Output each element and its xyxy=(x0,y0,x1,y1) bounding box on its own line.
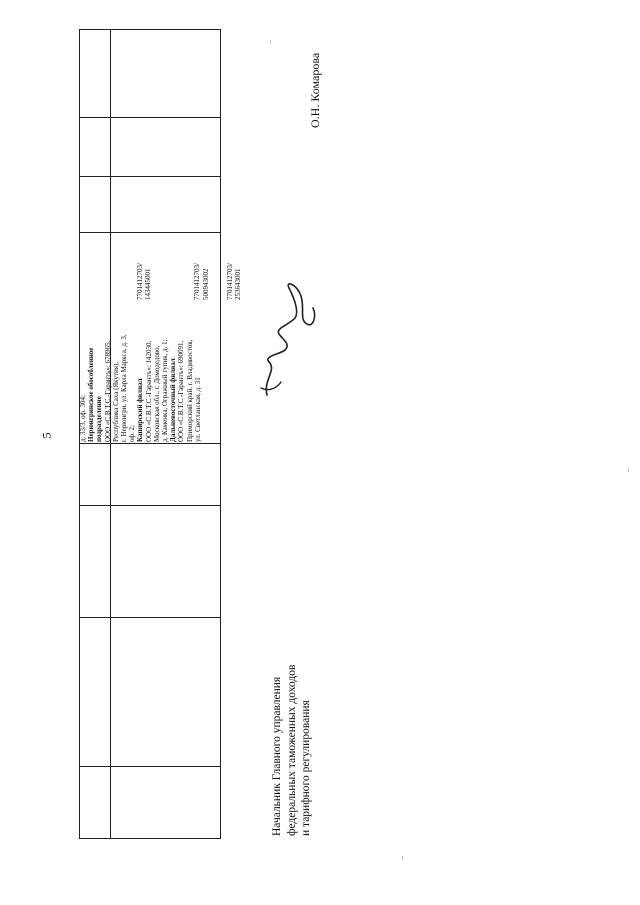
org-addresses-cell xyxy=(79,334,202,442)
signatory-title-line: федеральных таможенных доходов xyxy=(285,664,298,836)
org-line: Московская обл., г. Домодедово, xyxy=(152,345,161,442)
org-line: г. Нерюнгри, ул. Карла Маркса, д. 3, xyxy=(120,334,129,442)
org-line: ООО «С.В.Т.С.-Гарантъ»: 142030, xyxy=(144,340,153,442)
inn-line xyxy=(161,263,169,300)
table-divider xyxy=(80,232,220,233)
inn-line: 7701412703/ xyxy=(193,263,202,300)
signatory-title-line: и тарифного регулирования xyxy=(300,700,312,836)
org-line: ул. Светланская, д. 31 xyxy=(193,377,202,442)
scan-speck xyxy=(270,40,271,44)
inn-line: 500943002 xyxy=(201,268,210,300)
org-line: Республика Саха (Якутия), xyxy=(111,361,120,442)
org-line: Каширский филиал xyxy=(136,378,145,442)
org-line: ООО «С.В.Т.С.-Гарантъ»: 678965, xyxy=(103,340,112,442)
inn-line: 143445001 xyxy=(144,268,153,300)
signatory-name: О.Н. Комарова xyxy=(308,52,322,128)
signatory-title-line: Начальник Главного управления xyxy=(271,676,283,836)
scan-speck xyxy=(402,856,403,860)
table-divider xyxy=(80,117,220,118)
org-line: ООО «С.В.Т.С.-Гарантъ»: 690091, xyxy=(177,340,186,442)
org-line: д. 33/3, оф. 304; xyxy=(79,395,87,442)
signatory-title xyxy=(270,665,314,836)
inn-line xyxy=(210,263,218,300)
org-line: Нерюнгринское обособленное xyxy=(87,347,96,442)
inn-line: 253643001 xyxy=(234,268,243,300)
inn-line xyxy=(169,263,177,300)
inn-line xyxy=(218,263,226,300)
table-divider xyxy=(80,505,220,506)
inn-line xyxy=(177,263,185,300)
inn-line: 7701412703/ xyxy=(136,263,144,300)
org-line: оф. 2; xyxy=(128,425,137,442)
org-line: Дальневосточный филиал xyxy=(169,358,178,442)
table-divider xyxy=(80,176,220,177)
scan-speck xyxy=(628,468,629,472)
inn-line xyxy=(185,263,193,300)
org-line: подразделение xyxy=(95,396,104,442)
inn-line: 7701412703/ xyxy=(226,263,235,300)
handwritten-signature xyxy=(255,270,325,410)
org-line: д. Каменка, Огражный тупик, д. 1; xyxy=(161,339,170,442)
table-divider xyxy=(80,443,220,444)
inn-kpp-cell xyxy=(136,263,243,300)
table-divider xyxy=(80,617,220,618)
table-divider xyxy=(80,766,220,767)
org-line: Приморский край, г. Владивосток, xyxy=(185,339,194,442)
inn-line xyxy=(152,263,160,300)
page-number: 5 xyxy=(39,432,54,439)
